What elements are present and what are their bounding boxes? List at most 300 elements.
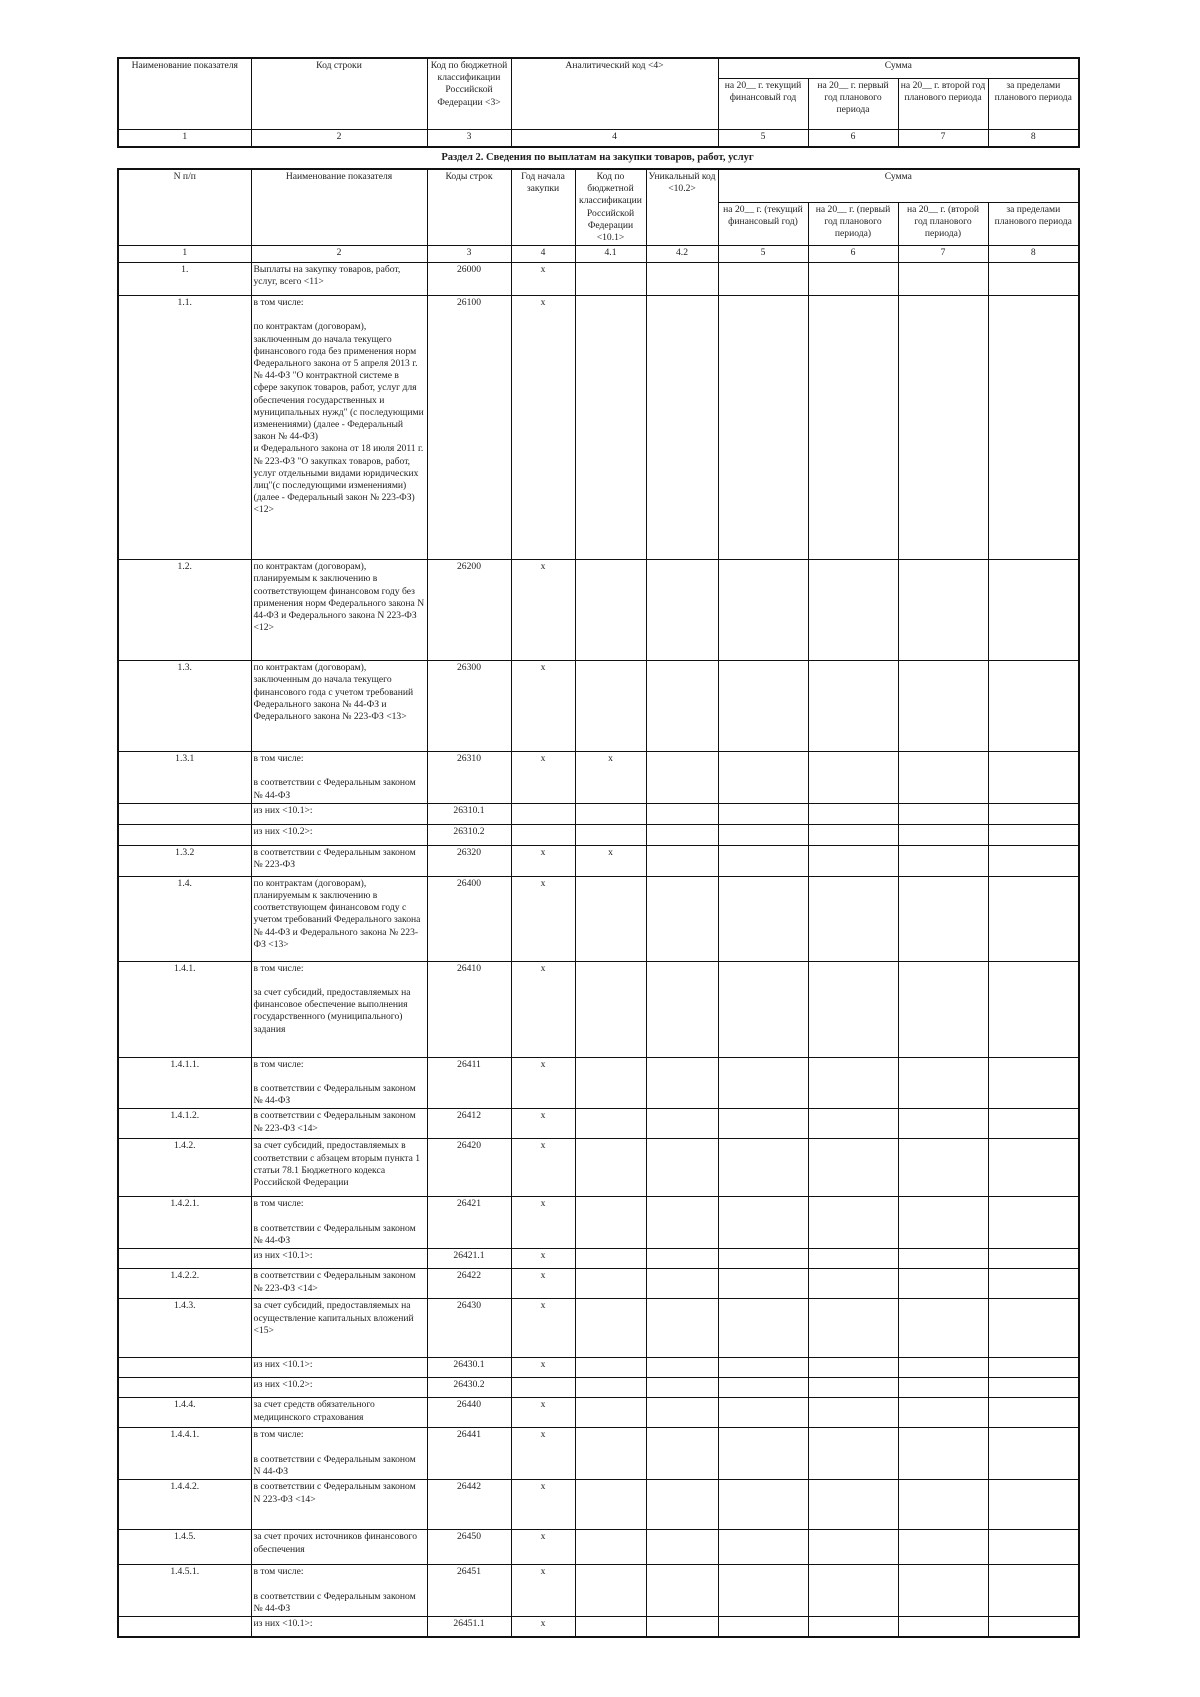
row-sum-first — [808, 1480, 898, 1530]
row-name — [251, 1480, 427, 1530]
row-sum-current — [718, 876, 808, 961]
table-row — [118, 1249, 1079, 1269]
row-name-text: за счет прочих источников финансового обеспечения — [253, 1531, 418, 1555]
row-year-start: x — [511, 1565, 575, 1617]
paragraph-gap — [254, 765, 425, 777]
column-number: 3 — [427, 129, 511, 147]
row-sum-first — [808, 1358, 898, 1378]
row-sum-second — [898, 876, 988, 961]
row-number: 1.4.2. — [118, 1139, 251, 1197]
header-unique-code: Уникальный код <10.2> — [646, 169, 718, 246]
column-number: 7 — [898, 246, 988, 263]
table-row — [118, 876, 1079, 961]
header-second-year: на 20__ г. (второй год планового периода) — [898, 202, 988, 246]
row-code: 26421.1 — [427, 1249, 511, 1269]
row-sum-beyond — [988, 961, 1079, 1057]
row-year-start: x — [511, 263, 575, 296]
paragraph-gap — [254, 1442, 425, 1454]
row-sum-second — [898, 1378, 988, 1398]
row-sum-beyond — [988, 1139, 1079, 1197]
row-number: 1.1. — [118, 296, 251, 560]
row-year-start: x — [511, 1269, 575, 1299]
row-number: 1.4.2.2. — [118, 1269, 251, 1299]
row-sum-second — [898, 1109, 988, 1139]
column-number: 7 — [898, 129, 988, 147]
row-name — [251, 1398, 427, 1428]
row-name — [251, 263, 427, 296]
table-row — [118, 845, 1079, 876]
row-name — [251, 1428, 427, 1480]
row-name — [251, 1530, 427, 1565]
row-sum-first — [808, 1428, 898, 1480]
table-row — [118, 1378, 1079, 1398]
row-number: 1.4.5. — [118, 1530, 251, 1565]
row-number — [118, 803, 251, 824]
row-code: 26412 — [427, 1109, 511, 1139]
row-number — [118, 1378, 251, 1398]
table-row — [118, 1530, 1079, 1565]
row-code: 26200 — [427, 560, 511, 661]
row-name-text: Выплаты на закупку товаров, работ, услуг, всего <11> — [253, 264, 401, 288]
row-year-start — [511, 803, 575, 824]
row-year-start: x — [511, 1139, 575, 1197]
row-number: 1.4.1. — [118, 961, 251, 1057]
row-sum-second — [898, 1428, 988, 1480]
table-row — [118, 1428, 1079, 1480]
row-sum-first — [808, 961, 898, 1057]
row-budget-code — [575, 661, 646, 752]
row-code: 26320 — [427, 845, 511, 876]
row-name — [251, 1269, 427, 1299]
header-second-year: на 20__ г. второй год планового периода — [898, 78, 988, 129]
paragraph-gap — [254, 309, 425, 321]
row-sum-current — [718, 1617, 808, 1637]
row-sum-current — [718, 824, 808, 845]
row-name-text: из них <10.1>: — [253, 1250, 313, 1262]
row-code: 26421 — [427, 1197, 511, 1249]
row-year-start: x — [511, 1398, 575, 1428]
row-number: 1.4.5.1. — [118, 1565, 251, 1617]
procurement-table-body — [118, 263, 1079, 1637]
row-unique-code — [646, 1358, 718, 1378]
header-codes: Коды строк — [427, 169, 511, 246]
row-name-text: в соответствии с Федеральным законом № 44-ФЗ — [253, 777, 416, 801]
table-row — [118, 1480, 1079, 1530]
row-unique-code — [646, 876, 718, 961]
row-sum-current — [718, 1358, 808, 1378]
row-number: 1.4.2.1. — [118, 1197, 251, 1249]
row-sum-current — [718, 1197, 808, 1249]
row-name-text: по контрактам (договорам), планируемым к заключению в соответствующем финансовом году без применения норм Федерального закона N 44-ФЗ и Федерального закона N 223-ФЗ <12> — [253, 561, 425, 634]
row-sum-second — [898, 1197, 988, 1249]
row-sum-current — [718, 1530, 808, 1565]
row-sum-second — [898, 961, 988, 1057]
row-sum-current — [718, 1480, 808, 1530]
header-beyond: за пределами планового периода — [988, 78, 1079, 129]
row-sum-current — [718, 1428, 808, 1480]
row-sum-second — [898, 1057, 988, 1109]
row-budget-code — [575, 1378, 646, 1398]
row-number: 1.4.1.1. — [118, 1057, 251, 1109]
row-name — [251, 1197, 427, 1249]
column-number: 2 — [251, 246, 427, 263]
column-number: 4.1 — [575, 246, 646, 263]
row-unique-code — [646, 1428, 718, 1480]
row-sum-second — [898, 1358, 988, 1378]
document-page — [117, 57, 1078, 1638]
table-row — [118, 1269, 1079, 1299]
column-number: 2 — [251, 129, 427, 147]
row-budget-code — [575, 560, 646, 661]
row-sum-beyond — [988, 1249, 1079, 1269]
row-budget-code — [575, 263, 646, 296]
procurement-table — [117, 168, 1080, 1638]
column-number: 4 — [511, 246, 575, 263]
row-code: 26430 — [427, 1299, 511, 1358]
row-year-start: x — [511, 1480, 575, 1530]
row-sum-second — [898, 1530, 988, 1565]
row-name — [251, 1299, 427, 1358]
row-sum-current — [718, 661, 808, 752]
row-code: 26440 — [427, 1398, 511, 1428]
row-sum-current — [718, 752, 808, 804]
row-name-text: в соответствии с Федеральным законом N 44-ФЗ — [253, 1453, 416, 1477]
row-number: 1.4.4.2. — [118, 1480, 251, 1530]
row-name — [251, 296, 427, 560]
row-name-text: в том числе: — [253, 753, 304, 765]
row-sum-beyond — [988, 803, 1079, 824]
row-unique-code — [646, 263, 718, 296]
row-budget-code — [575, 1480, 646, 1530]
row-number: 1.4.1.2. — [118, 1109, 251, 1139]
row-year-start: x — [511, 1197, 575, 1249]
row-sum-first — [808, 1139, 898, 1197]
row-code: 26310.1 — [427, 803, 511, 824]
row-sum-beyond — [988, 661, 1079, 752]
row-budget-code — [575, 1530, 646, 1565]
row-sum-beyond — [988, 1057, 1079, 1109]
row-sum-first — [808, 1378, 898, 1398]
table-row — [118, 1617, 1079, 1637]
row-sum-beyond — [988, 1480, 1079, 1530]
row-budget-code — [575, 803, 646, 824]
row-name — [251, 1565, 427, 1617]
header-first-year: на 20__ г. первый год планового периода — [808, 78, 898, 129]
header-current-year: на 20__ г. (текущий финансовый год) — [718, 202, 808, 246]
row-sum-current — [718, 1109, 808, 1139]
row-sum-first — [808, 824, 898, 845]
row-name-text: из них <10.1>: — [253, 1359, 313, 1371]
row-name — [251, 961, 427, 1057]
section-2-title: Раздел 2. Сведения по выплатам на закупки товаров, работ, услуг — [441, 152, 754, 163]
row-name — [251, 752, 427, 804]
table-row — [118, 1565, 1079, 1617]
row-sum-first — [808, 1398, 898, 1428]
row-name-text: в соответствии с Федеральным законом № 223-ФЗ — [253, 846, 416, 871]
row-sum-first — [808, 1249, 898, 1269]
row-sum-first — [808, 1299, 898, 1358]
paragraph-gap — [254, 1579, 425, 1591]
row-number — [118, 1617, 251, 1637]
row-name-text: за счет субсидий, предоставляемых в соответствии с абзацем вторым пункта 1 статьи 78.1 Бюджетного кодекса Российской Федерации — [253, 1140, 421, 1189]
row-sum-second — [898, 560, 988, 661]
row-sum-first — [808, 1269, 898, 1299]
row-sum-second — [898, 1299, 988, 1358]
row-budget-code — [575, 1299, 646, 1358]
table-row — [118, 752, 1079, 804]
row-budget-code — [575, 1109, 646, 1139]
row-budget-code — [575, 876, 646, 961]
header-year-start: Год начала закупки — [511, 169, 575, 246]
row-code: 26100 — [427, 296, 511, 560]
row-code: 26000 — [427, 263, 511, 296]
row-sum-beyond — [988, 1530, 1079, 1565]
row-sum-current — [718, 263, 808, 296]
row-name-text: в том числе: — [253, 1198, 304, 1210]
row-unique-code — [646, 1109, 718, 1139]
column-number: 6 — [808, 129, 898, 147]
row-budget-code — [575, 1565, 646, 1617]
row-code: 26430.1 — [427, 1358, 511, 1378]
row-budget-code — [575, 1428, 646, 1480]
row-code: 26400 — [427, 876, 511, 961]
row-year-start: x — [511, 1530, 575, 1565]
row-budget-code — [575, 1249, 646, 1269]
row-budget-code — [575, 296, 646, 560]
row-name-text: и Федерального закона от 18 июля 2011 г. № 223-ФЗ "О закупках товаров, работ, услуг отдельными видами юридических лиц"(с последующими изменениями) (далее - Федеральный закон № 223-ФЗ) <12> — [253, 443, 424, 516]
row-name-text: в соответствии с Федеральным законом № 44-ФЗ — [253, 1222, 416, 1246]
row-unique-code — [646, 824, 718, 845]
header-first-year: на 20__ г. (первый год планового периода) — [808, 202, 898, 246]
row-name-text: в том числе: — [253, 962, 304, 974]
row-year-start: x — [511, 876, 575, 961]
row-sum-first — [808, 845, 898, 876]
row-name — [251, 824, 427, 845]
row-sum-current — [718, 1398, 808, 1428]
row-sum-beyond — [988, 1428, 1079, 1480]
header-name: Наименование показателя — [251, 169, 427, 246]
row-unique-code — [646, 661, 718, 752]
row-sum-beyond — [988, 752, 1079, 804]
row-unique-code — [646, 1565, 718, 1617]
row-sum-beyond — [988, 296, 1079, 560]
table-row — [118, 296, 1079, 560]
column-number: 8 — [988, 129, 1079, 147]
row-number: 1.3. — [118, 661, 251, 752]
row-year-start: x — [511, 1299, 575, 1358]
row-unique-code — [646, 845, 718, 876]
row-year-start: x — [511, 1109, 575, 1139]
row-name-text: в том числе: — [253, 1429, 304, 1441]
row-sum-second — [898, 1249, 988, 1269]
row-sum-second — [898, 661, 988, 752]
row-sum-beyond — [988, 1565, 1079, 1617]
table-row — [118, 1057, 1079, 1109]
row-number: 1.4.4.1. — [118, 1428, 251, 1480]
row-sum-first — [808, 661, 898, 752]
row-sum-beyond — [988, 263, 1079, 296]
row-name-text: за счет субсидий, предоставляемых на осуществление капитальных вложений <15> — [253, 1300, 414, 1336]
row-unique-code — [646, 296, 718, 560]
row-name — [251, 1378, 427, 1398]
row-code: 26410 — [427, 961, 511, 1057]
row-name-text: из них <10.1>: — [253, 804, 313, 816]
row-name-text: из них <10.2>: — [253, 1379, 313, 1391]
header-sum: Сумма — [718, 169, 1079, 202]
row-sum-first — [808, 1057, 898, 1109]
row-sum-first — [808, 876, 898, 961]
row-name — [251, 1249, 427, 1269]
row-name-text: в соответствии с Федеральным законом № 44-ФЗ — [253, 1083, 416, 1107]
row-number: 1.4. — [118, 876, 251, 961]
row-budget-code — [575, 1398, 646, 1428]
table-row — [118, 560, 1079, 661]
row-name — [251, 661, 427, 752]
row-sum-second — [898, 824, 988, 845]
row-sum-first — [808, 803, 898, 824]
row-sum-second — [898, 1565, 988, 1617]
table-row — [118, 824, 1079, 845]
column-number: 6 — [808, 246, 898, 263]
row-budget-code: x — [575, 752, 646, 804]
row-code: 26450 — [427, 1530, 511, 1565]
header-sum: Сумма — [718, 58, 1079, 78]
row-sum-current — [718, 845, 808, 876]
table-row — [118, 1299, 1079, 1358]
row-sum-first — [808, 1530, 898, 1565]
row-code: 26441 — [427, 1428, 511, 1480]
row-sum-current — [718, 1269, 808, 1299]
row-sum-beyond — [988, 1269, 1079, 1299]
row-year-start: x — [511, 296, 575, 560]
row-name-text: за счет средств обязательного медицинского страхования — [253, 1399, 375, 1423]
column-number: 8 — [988, 246, 1079, 263]
row-year-start: x — [511, 961, 575, 1057]
row-budget-code — [575, 1358, 646, 1378]
row-sum-current — [718, 560, 808, 661]
row-code: 26451.1 — [427, 1617, 511, 1637]
column-number: 5 — [718, 246, 808, 263]
row-sum-beyond — [988, 560, 1079, 661]
row-name — [251, 1617, 427, 1637]
row-name-text: за счет субсидий, предоставляемых на финансовое обеспечение выполнения государственного (муниципального) задания — [253, 987, 411, 1035]
row-sum-beyond — [988, 845, 1079, 876]
row-name-text: из них <10.1>: — [253, 1618, 313, 1630]
row-code: 26422 — [427, 1269, 511, 1299]
row-budget-code — [575, 824, 646, 845]
row-number: 1. — [118, 263, 251, 296]
row-sum-beyond — [988, 1358, 1079, 1378]
row-sum-first — [808, 263, 898, 296]
column-number: 3 — [427, 246, 511, 263]
header-line-code: Код строки — [251, 58, 427, 129]
row-unique-code — [646, 560, 718, 661]
row-code: 26451 — [427, 1565, 511, 1617]
row-sum-current — [718, 961, 808, 1057]
row-sum-current — [718, 1299, 808, 1358]
table-row — [118, 1197, 1079, 1249]
row-sum-second — [898, 263, 988, 296]
row-name-text: в соответствии с Федеральным законом № 223-ФЗ <14> — [253, 1110, 416, 1134]
row-sum-second — [898, 1269, 988, 1299]
table-row — [118, 961, 1079, 1057]
table-row — [118, 661, 1079, 752]
row-sum-current — [718, 1057, 808, 1109]
row-name-text: по контрактам (договорам), планируемым к заключению в соответствующем финансовом году с учетом требований Федерального закона № 44-ФЗ и Федерального закона № 223-ФЗ <13> — [253, 877, 421, 950]
column-number: 1 — [118, 129, 251, 147]
header-analytic-code: Аналитический код <4> — [511, 58, 718, 129]
paragraph-gap — [254, 1211, 425, 1223]
row-sum-second — [898, 803, 988, 824]
row-sum-current — [718, 1249, 808, 1269]
row-sum-beyond — [988, 1378, 1079, 1398]
row-year-start: x — [511, 661, 575, 752]
row-year-start: x — [511, 1358, 575, 1378]
row-unique-code — [646, 1299, 718, 1358]
row-sum-beyond — [988, 1109, 1079, 1139]
row-sum-first — [808, 1617, 898, 1637]
table-row — [118, 803, 1079, 824]
row-code: 26442 — [427, 1480, 511, 1530]
row-sum-current — [718, 296, 808, 560]
row-name-text: в соответствии с Федеральным законом N 223-ФЗ <14> — [253, 1481, 416, 1505]
header-num: N п/п — [118, 169, 251, 246]
column-number: 5 — [718, 129, 808, 147]
row-name-text: по контрактам (договорам), заключенным до начала текущего финансового года без применения норм Федерального закона от 5 апреля 2013 г. № 44-ФЗ "О контрактной системе в сфере закупок товаров, работ, услуг для обеспечения государственных и муниципальных нужд" (с последующими изменениями) (далее - Федеральный закон № 44-ФЗ) — [253, 321, 424, 443]
row-year-start: x — [511, 1428, 575, 1480]
row-sum-second — [898, 1398, 988, 1428]
row-name — [251, 560, 427, 661]
column-number: 1 — [118, 246, 251, 263]
row-year-start: x — [511, 1057, 575, 1109]
row-unique-code — [646, 752, 718, 804]
row-budget-code — [575, 1269, 646, 1299]
table-row — [118, 1358, 1079, 1378]
row-sum-beyond — [988, 1197, 1079, 1249]
row-unique-code — [646, 1378, 718, 1398]
row-code: 26430.2 — [427, 1378, 511, 1398]
row-name — [251, 803, 427, 824]
header-budget-code: Код по бюджетной классификации Российской Федерации <3> — [427, 58, 511, 129]
paragraph-gap — [254, 1071, 425, 1083]
row-sum-second — [898, 752, 988, 804]
row-code: 26300 — [427, 661, 511, 752]
row-unique-code — [646, 1398, 718, 1428]
row-number — [118, 1358, 251, 1378]
row-name — [251, 876, 427, 961]
column-number: 4 — [511, 129, 718, 147]
row-sum-first — [808, 560, 898, 661]
table-row — [118, 1139, 1079, 1197]
row-unique-code — [646, 1057, 718, 1109]
row-budget-code — [575, 1139, 646, 1197]
row-year-start: x — [511, 845, 575, 876]
header-budget-code: Код по бюджетной классификации Российской Федерации <10.1> — [575, 169, 646, 246]
row-sum-first — [808, 752, 898, 804]
row-sum-first — [808, 1109, 898, 1139]
row-code: 26411 — [427, 1057, 511, 1109]
row-sum-beyond — [988, 1299, 1079, 1358]
row-year-start: x — [511, 1249, 575, 1269]
row-unique-code — [646, 1249, 718, 1269]
row-number: 1.3.2 — [118, 845, 251, 876]
row-name-text: по контрактам (договорам), заключенным до начала текущего финансового года с учетом требований Федерального закона № 44-ФЗ и Федерального закона № 223-ФЗ <13> — [253, 662, 414, 723]
row-name-text: в соответствии с Федеральным законом № 223-ФЗ <14> — [253, 1270, 416, 1294]
row-unique-code — [646, 1197, 718, 1249]
row-number: 1.2. — [118, 560, 251, 661]
indicator-table — [117, 57, 1080, 148]
paragraph-gap — [254, 975, 425, 987]
